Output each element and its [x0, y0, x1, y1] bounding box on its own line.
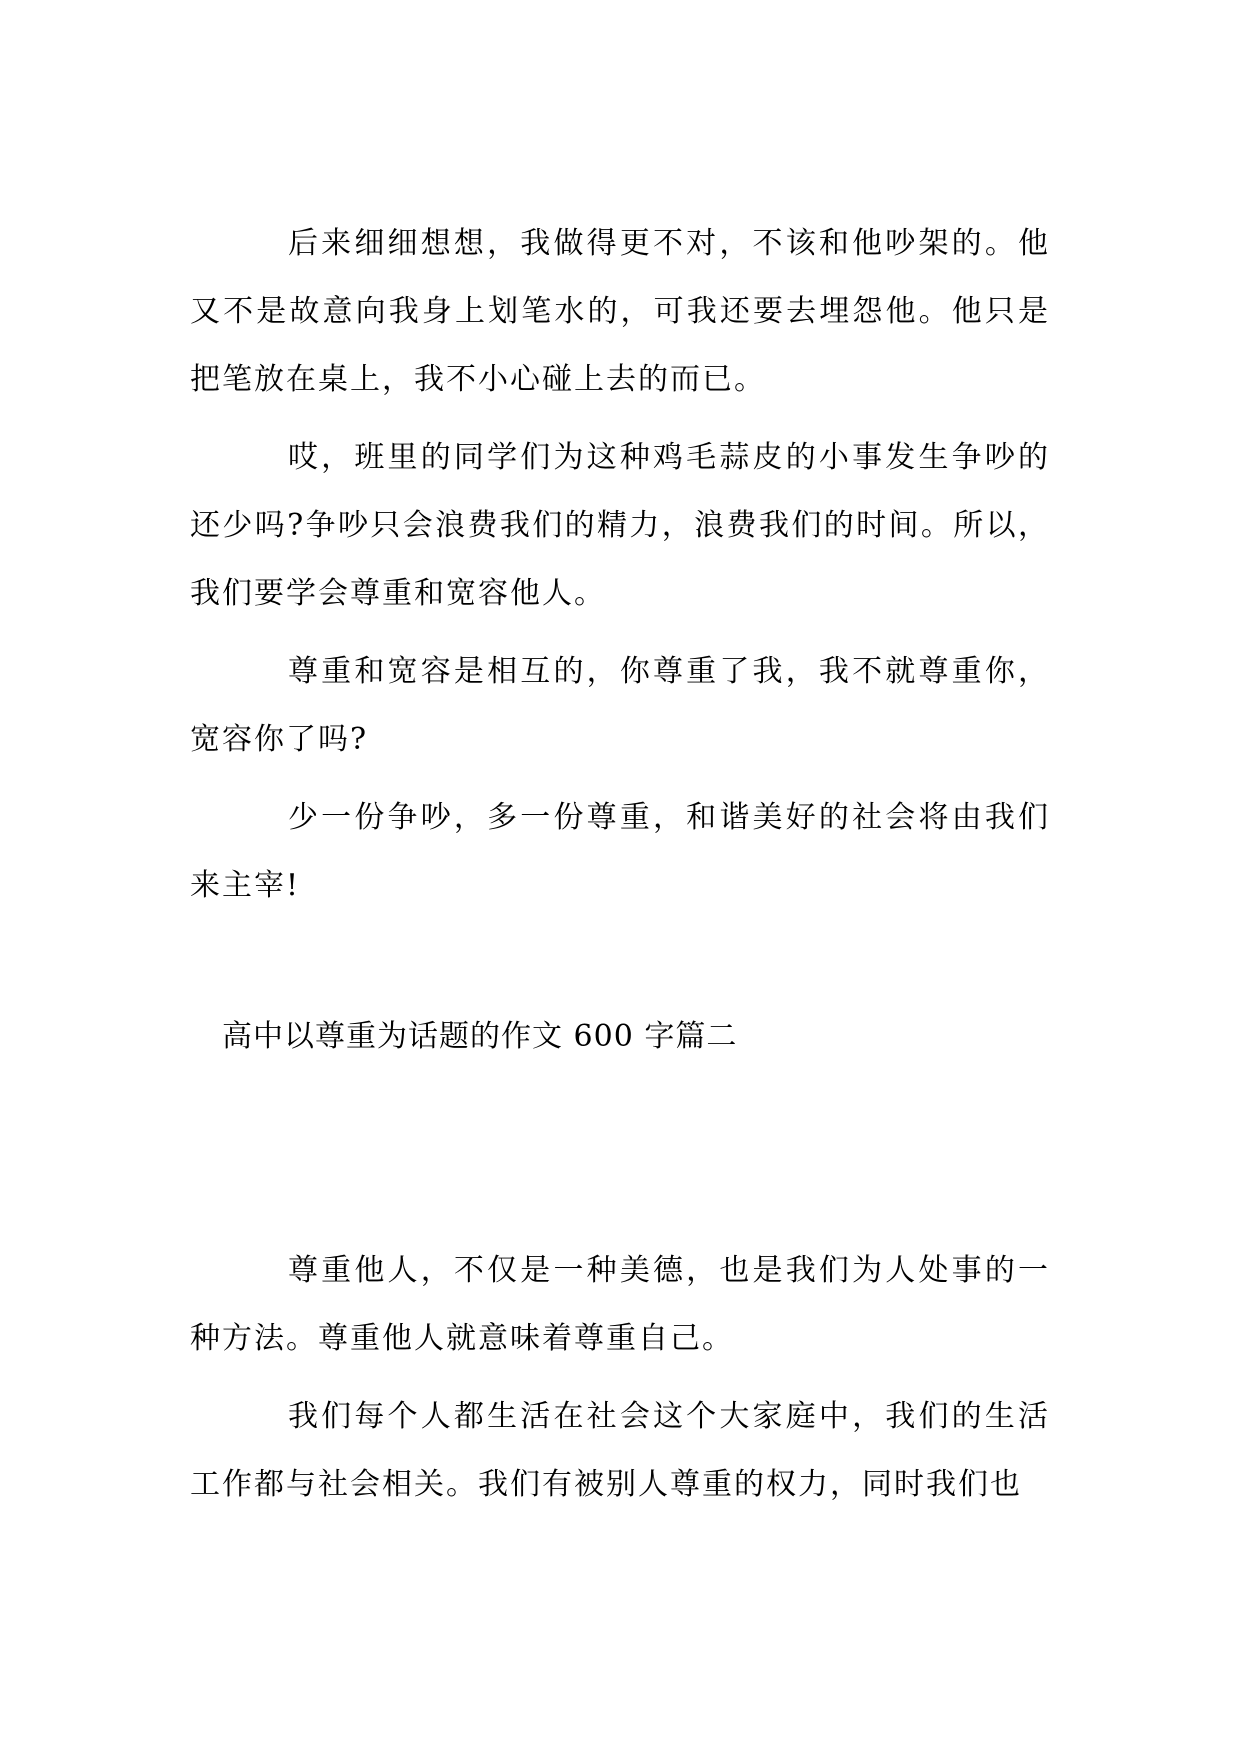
paragraph-reflection: 后来细细想想，我做得更不对，不该和他吵架的。他又不是故意向我身上划笔水的，可我还要去埋怨他。他只是把笔放在桌上，我不小心碰上去的而已。 — [190, 226, 1050, 397]
paragraph-harmonious-society: 少一份争吵，多一份尊重，和谐美好的社会将由我们来主宰! — [190, 800, 1050, 903]
paragraph-mutual-respect: 尊重和宽容是相互的，你尊重了我，我不就尊重你，宽容你了吗? — [190, 654, 1050, 757]
paragraph-classmates-quarrel: 哎，班里的同学们为这种鸡毛蒜皮的小事发生争吵的还少吗?争吵只会浪费我们的精力，浪费我们的时间。所以，我们要学会尊重和宽容他人。 — [190, 440, 1050, 611]
paragraph-respect-others: 尊重他人，不仅是一种美德，也是我们为人处事的一种方法。尊重他人就意味着尊重自己。 — [190, 1253, 1050, 1356]
paragraph-society-family: 我们每个人都生活在社会这个大家庭中，我们的生活工作都与社会相关。我们有被别人尊重的权力，同时我们也 — [190, 1399, 1050, 1502]
section-title: 高中以尊重为话题的作文 600 字篇二 — [222, 1019, 738, 1054]
